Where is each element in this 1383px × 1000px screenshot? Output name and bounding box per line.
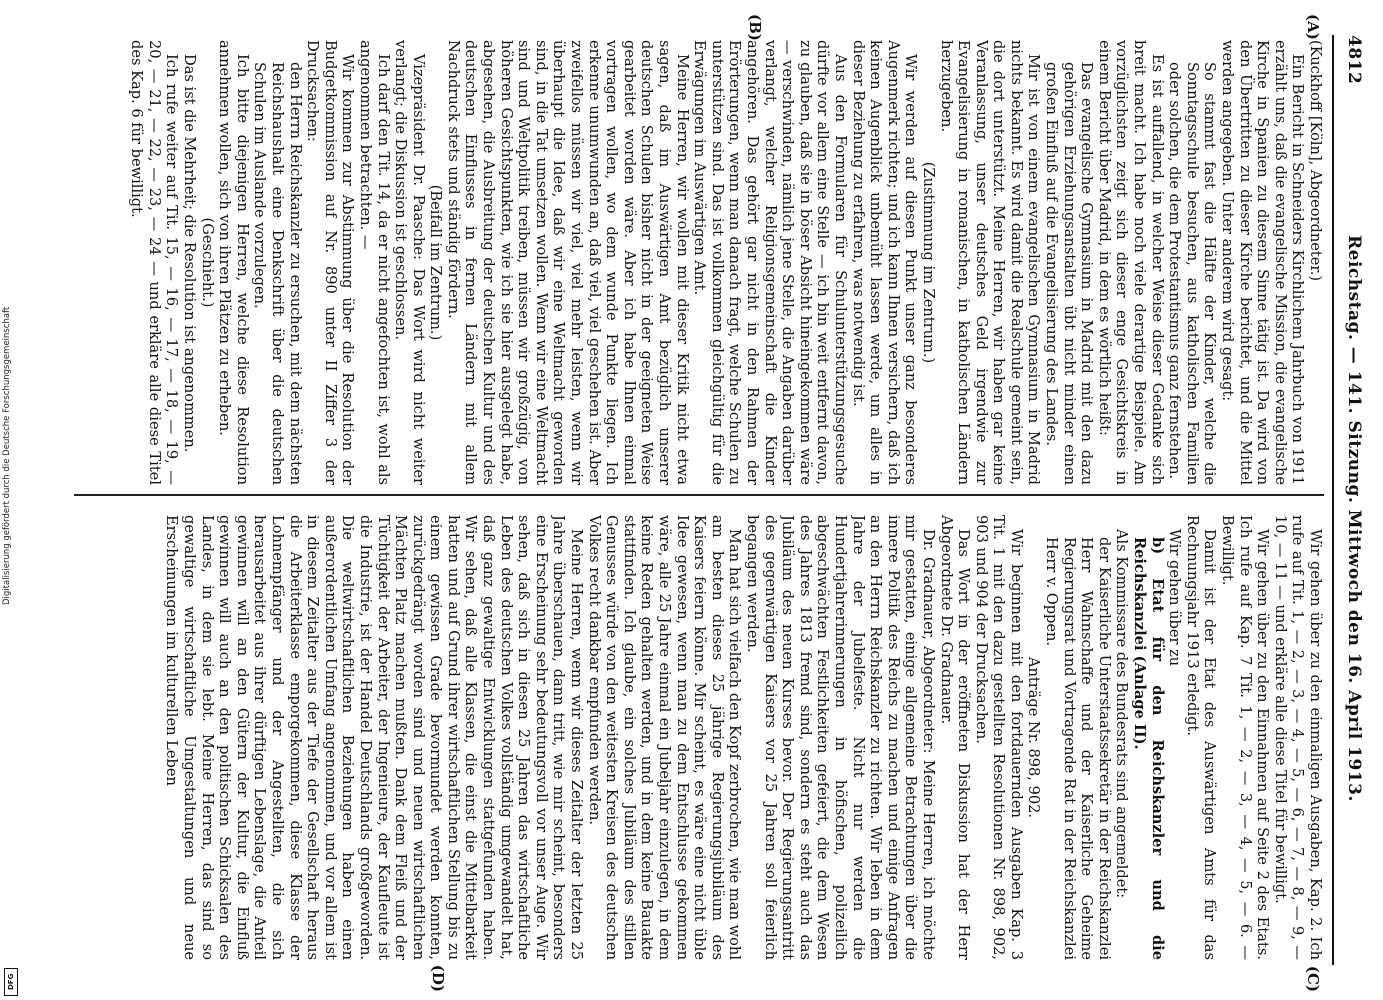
section-heading: b) Etat für den Reichskanzler und die Reichskanzlei (Anlage II). xyxy=(1131,537,1166,960)
paragraph: Vizepräsident Dr. Paasche: Das Wort wird nicht weiter verlangt; die Diskussion ist geschlossen. xyxy=(392,40,427,485)
paragraph: Das Wort in der eröffneten Diskussion hat der Herr Abgeordnete Dr. Gradnauer. xyxy=(937,515,973,960)
paragraph: Ein Bericht in Schneiders Kirchlichem Jahrbuch von 1911 erzählt uns, daß die evangelische Mission, die evangelische Kirche in Spanien zu diesem Sinne tätig ist. Da wird von den Übertritten zu dieser Kirche berichtet, und die Mittel werden angegeben. Unter anderem wird gesagt: xyxy=(1219,40,1307,485)
paragraph: Wir gehen über zu den Einnahmen auf Seite 2 des Etats. Ich rufe auf Kap. 7 Tit. 1, — 2, — 3, — 4, — 5, — 6. — Bewilligt. xyxy=(1219,515,1272,960)
running-header xyxy=(1338,35,1364,965)
right-column xyxy=(74,515,1324,960)
paragraph: Das ist die Mehrheit; die Resolution ist angenommen. xyxy=(181,54,198,453)
paragraph: Man hat sich vielfach den Kopf zerbrochen, wie man wohl am besten dieses 25 jährige Regierungsjubiläum des Kaisers feiern könne. Mir scheint, es wäre eine nicht üble Idee gewesen, wenn man zu dem Entschlusse gekommen wäre, alle 25 Jahre einmal ein Jubeljahr einzulegen, in dem keine Reden gehalten werden, und in dem keine Bauakte stattfinden. Ich glaube, ein solches Jubiläum des stillen Genusses würde von den weitesten Kreisen des deutschen Volkes recht dankbar empfunden werden. xyxy=(585,515,744,960)
paragraph: Wir gehen über zu den einmaligen Ausgaben, Kap. 2. Ich rufe auf Tit. 1, — 2, — 3, — 4, — 5, — 6, — 7, — 8, — 9, — 10, — 11 — und erkläre alle diese Titel für bewilligt. xyxy=(1271,515,1324,960)
paragraph: Wir beginnen mit den fortdauernden Ausgaben Kap. 3 Tit. 1 mit den dazu gestellten Resolutionen Nr. 898, 902, 903 und 904 der Drucksachen. xyxy=(972,515,1025,960)
paragraph: Wir werden auf diesen Punkt unser ganz besonderes Augenmerk richten; und ich kann Ihnen versichern, daß ich keinen Augenblick unbemüht lassen werde, um alles in dieser Beziehung zu erfahren, was notwendig ist. xyxy=(849,40,920,485)
paragraph: Wir gehen über zu xyxy=(1166,529,1184,667)
paragraph: Damit ist der Etat des Auswärtigen Amts für das Rechnungsjahr 1913 erledigt. xyxy=(1183,515,1219,960)
margin-marker-b: (B) xyxy=(746,14,764,41)
scanned-page xyxy=(42,0,1382,1000)
column-divider xyxy=(74,494,1324,496)
margin-marker-c: (C) xyxy=(1304,965,1322,992)
interjection: (Geschieht.) xyxy=(198,217,216,308)
page-number: 4812 xyxy=(1344,35,1364,85)
paragraph: Meine Herren, wir wollen mit dieser Kritik nicht etwa sagen, daß im Auswärtigen Amt bezüglich unserer deutschen Schulen bisher nicht in der geeigneten Weise gearbeitet worden wäre. Aber ich habe Ihnen einmal vortragen wollen, wo dem wunde Punkte liegen. Ich erkenne unumwunden an, daß viel, viel geschehen ist. Aber zweifellos müssen wir viel, viel mehr leisten, wenn wir überhaupt die Idee, daß wir eine Weltmacht geworden sind, in die Tat umsetzen wollen. Wenn wir eine Weltmacht sind und Weltpolitik treiben, müssen wir großzügig, von höheren Gesichtspunkten, wie ich sie hier ausgelegt habe, abgesehen, die Ausbreitung der deutschen Kultur und des deutschen Einflusses in fernen Ländern mit allem Nachdruck stets und ständig fördern. xyxy=(444,40,691,485)
digitization-credit: Digitalisierung gefördert durch die Deutsche Forschungsgemeinschaft xyxy=(2,306,12,605)
paragraph: Ich bitte diejenigen Herren, welche diese Resolution annehmen wollen, sich von ihren Plätzen zu erheben. xyxy=(216,40,251,485)
paragraph: Wir kommen zur Abstimmung über die Resolution der Budgetkommission auf Nr. 890 unter II Ziffer 3 der Drucksachen: xyxy=(304,40,357,485)
quotation: den Herrn Reichskanzler zu ersuchen, mit dem nächsten Reichshaushalt eine Denkschrift über die deutschen Schulen im Auslande vorzulegen. xyxy=(251,62,304,485)
commissioners-list: der Kaiserliche Unterstaatssekretär in der Reichskanzlei Herr Wahnschaffe und der Kaiserliche Geheime Regierungsrat und Vortragende Rat in der Reichskanzlei Herr v. Oppen. xyxy=(1043,537,1113,960)
interjection: (Zustimmung im Zentrum.) xyxy=(919,161,937,364)
quotation: Das evangelische Gymnasium in Madrid mit den dazu gehörigen Erziehungsanstalten übt nicht minder einen großen Einfluß auf die Evangelisierung des Landes. xyxy=(1043,62,1096,485)
header-title: Reichstag. — 141. Sitzung. Mittwoch den 16. April 1913. xyxy=(1344,235,1364,802)
paragraph: Mir ist von einem evangelischen Gymnasium in Madrid nichts bekannt. Es wird damit die Realschule gemeint sein, die dort unterstützt. Meine Herren, wir haben gar keine Veranlassung, unser deutsches Geld irgendwie zur Evangelisierung in romanischen, in katholischen Ländern herzugeben. xyxy=(937,40,1043,485)
paragraph: (Kuckhoff [Köln], Abgeordneter.) xyxy=(1307,40,1324,282)
paragraph: Dr. Gradnauer, Abgeordneter: Meine Herren, ich möchte mir gestatten, einige allgemeine Betrachtungen über die innere Politik des Reichs zu machen und einige Anfragen an den Herrn Reichskanzler zu richten. Wir leben in dem Jahre der Jubelfeste. Nicht nur werden die Hundertjahrerinnerungen in höfischen, polizeilich abgeschwächten Festlichkeiten gefeiert, die dem Wesen des Jahres 1813 fremd sind, sondern es steht auch das Jubiläum des neuen Kurses bevor. Der Regierungsantritt des gegenwärtigen Kaisers vor 25 Jahren soll feierlich begangen werden. xyxy=(744,515,937,960)
margin-marker-a: (A) xyxy=(1304,14,1322,40)
paragraph: Aus den Formularen für Schulunterstützungsgesuche dürfte vor allem eine Stelle — ich bin weit entfernt davon, zu glauben, daß sie in böser Absicht hineingekommen wäre — verschwinden, nämlich jene Stelle, die Angaben darüber verlangt, welcher Religionsgemeinschaft die Kinder angehören. Das gehört gar nicht in den Rahmen der Erörterungen, wenn man danach fragt, welche Schulen zu unterstützen sind. Das ist vollkommen gleichgültig für die Erwägungen im Auswärtigen Amt. xyxy=(691,40,849,485)
paragraph: Meine Herren, wenn wir dieses Zeitalter der letzten 25 Jahre überschauen, dann tritt, wie mir scheint, besonders eine Erscheinung sehr bedeutungsvoll vor unser Auge. Wir sehen, daß sich in diesen 25 Jahren das wirtschaftliche Leben des deutschen Volkes vollständig umgewandelt hat, daß ganz gewaltige Entwicklungen stattgefunden haben. Wir sehen, daß alle Klassen, die einst die Mittelbarkeit hatten und auf Grund ihrer wirtschaftlichen Stellung bis zu einem gewissen Grade bevormundet werden konnten, zurückgedrängt worden sind und neuen wirtschaftlichen Mächten Platz machen mußten. Dank dem Fleiß und der Tüchtigkeit der Arbeiter, der Ingenieure, der Kaufleute ist die Industrie, ist der Handel Deutschlands großgeworden. Die weltwirtschaftlichen Beziehungen haben einen außerordentlichen Umfang angenommen, und vor allem ist in diesem Zeitalter aus der Tiefe der Gesellschaft heraus die Arbeiterklasse emporgekommen, diese Klasse der Lohnempfänger und der Angestellten, die sich herausarbeitet aus ihrer dürftigen Lebenslage, die Anteil gewinnen will an den Gütern der Kultur, die Einfluß gewinnen will auch an den politischen Schicksalen des Landes, in dem sie lebt. Meine Herren, das sind so gewaltige wirtschaftliche Umgestaltungen und neue Erscheinungen im kulturellen Leben xyxy=(163,515,586,960)
quotation: So stammt fast die Hälfte der Kinder, welche die Sonntagsschule besuchen, aus katholischen Familien oder solchen, die dem Protestantismus ganz fernstehen. xyxy=(1166,62,1219,485)
paragraph: Ich rufe weiter auf Tit. 15, — 16, — 17, — 18, — 19, — 20, — 21, — 22, — 23, — 24 — und erkläre alle diese Titel des Kap. 6 für bewilligt. xyxy=(128,40,181,485)
interjection: (Beifall im Zentrum.) xyxy=(427,184,445,341)
dfg-logo: DFG xyxy=(4,968,18,996)
left-column xyxy=(74,40,1324,485)
paragraph: Es ist auffallend, in welcher Weise dieser Gedanke sich breit macht. Ich habe noch viele derartige Beispiele. Am vorzüglichsten zeigt sich dieser enge Gesichtskreis in einem Bericht über Madrid, in dem es wörtlich heißt: xyxy=(1095,40,1166,485)
paragraph: Ich darf den Tit. 14, da er nicht angefochten ist, wohl als angenommen betrachten. — xyxy=(356,40,392,485)
margin-marker-d: (D) xyxy=(429,964,447,992)
paragraph: Als Kommissare des Bundesrats sind angemeldet: xyxy=(1113,529,1131,899)
header-rule xyxy=(1332,35,1334,965)
motions-reference: Anträge Nr. 898, 902. xyxy=(1025,656,1043,819)
